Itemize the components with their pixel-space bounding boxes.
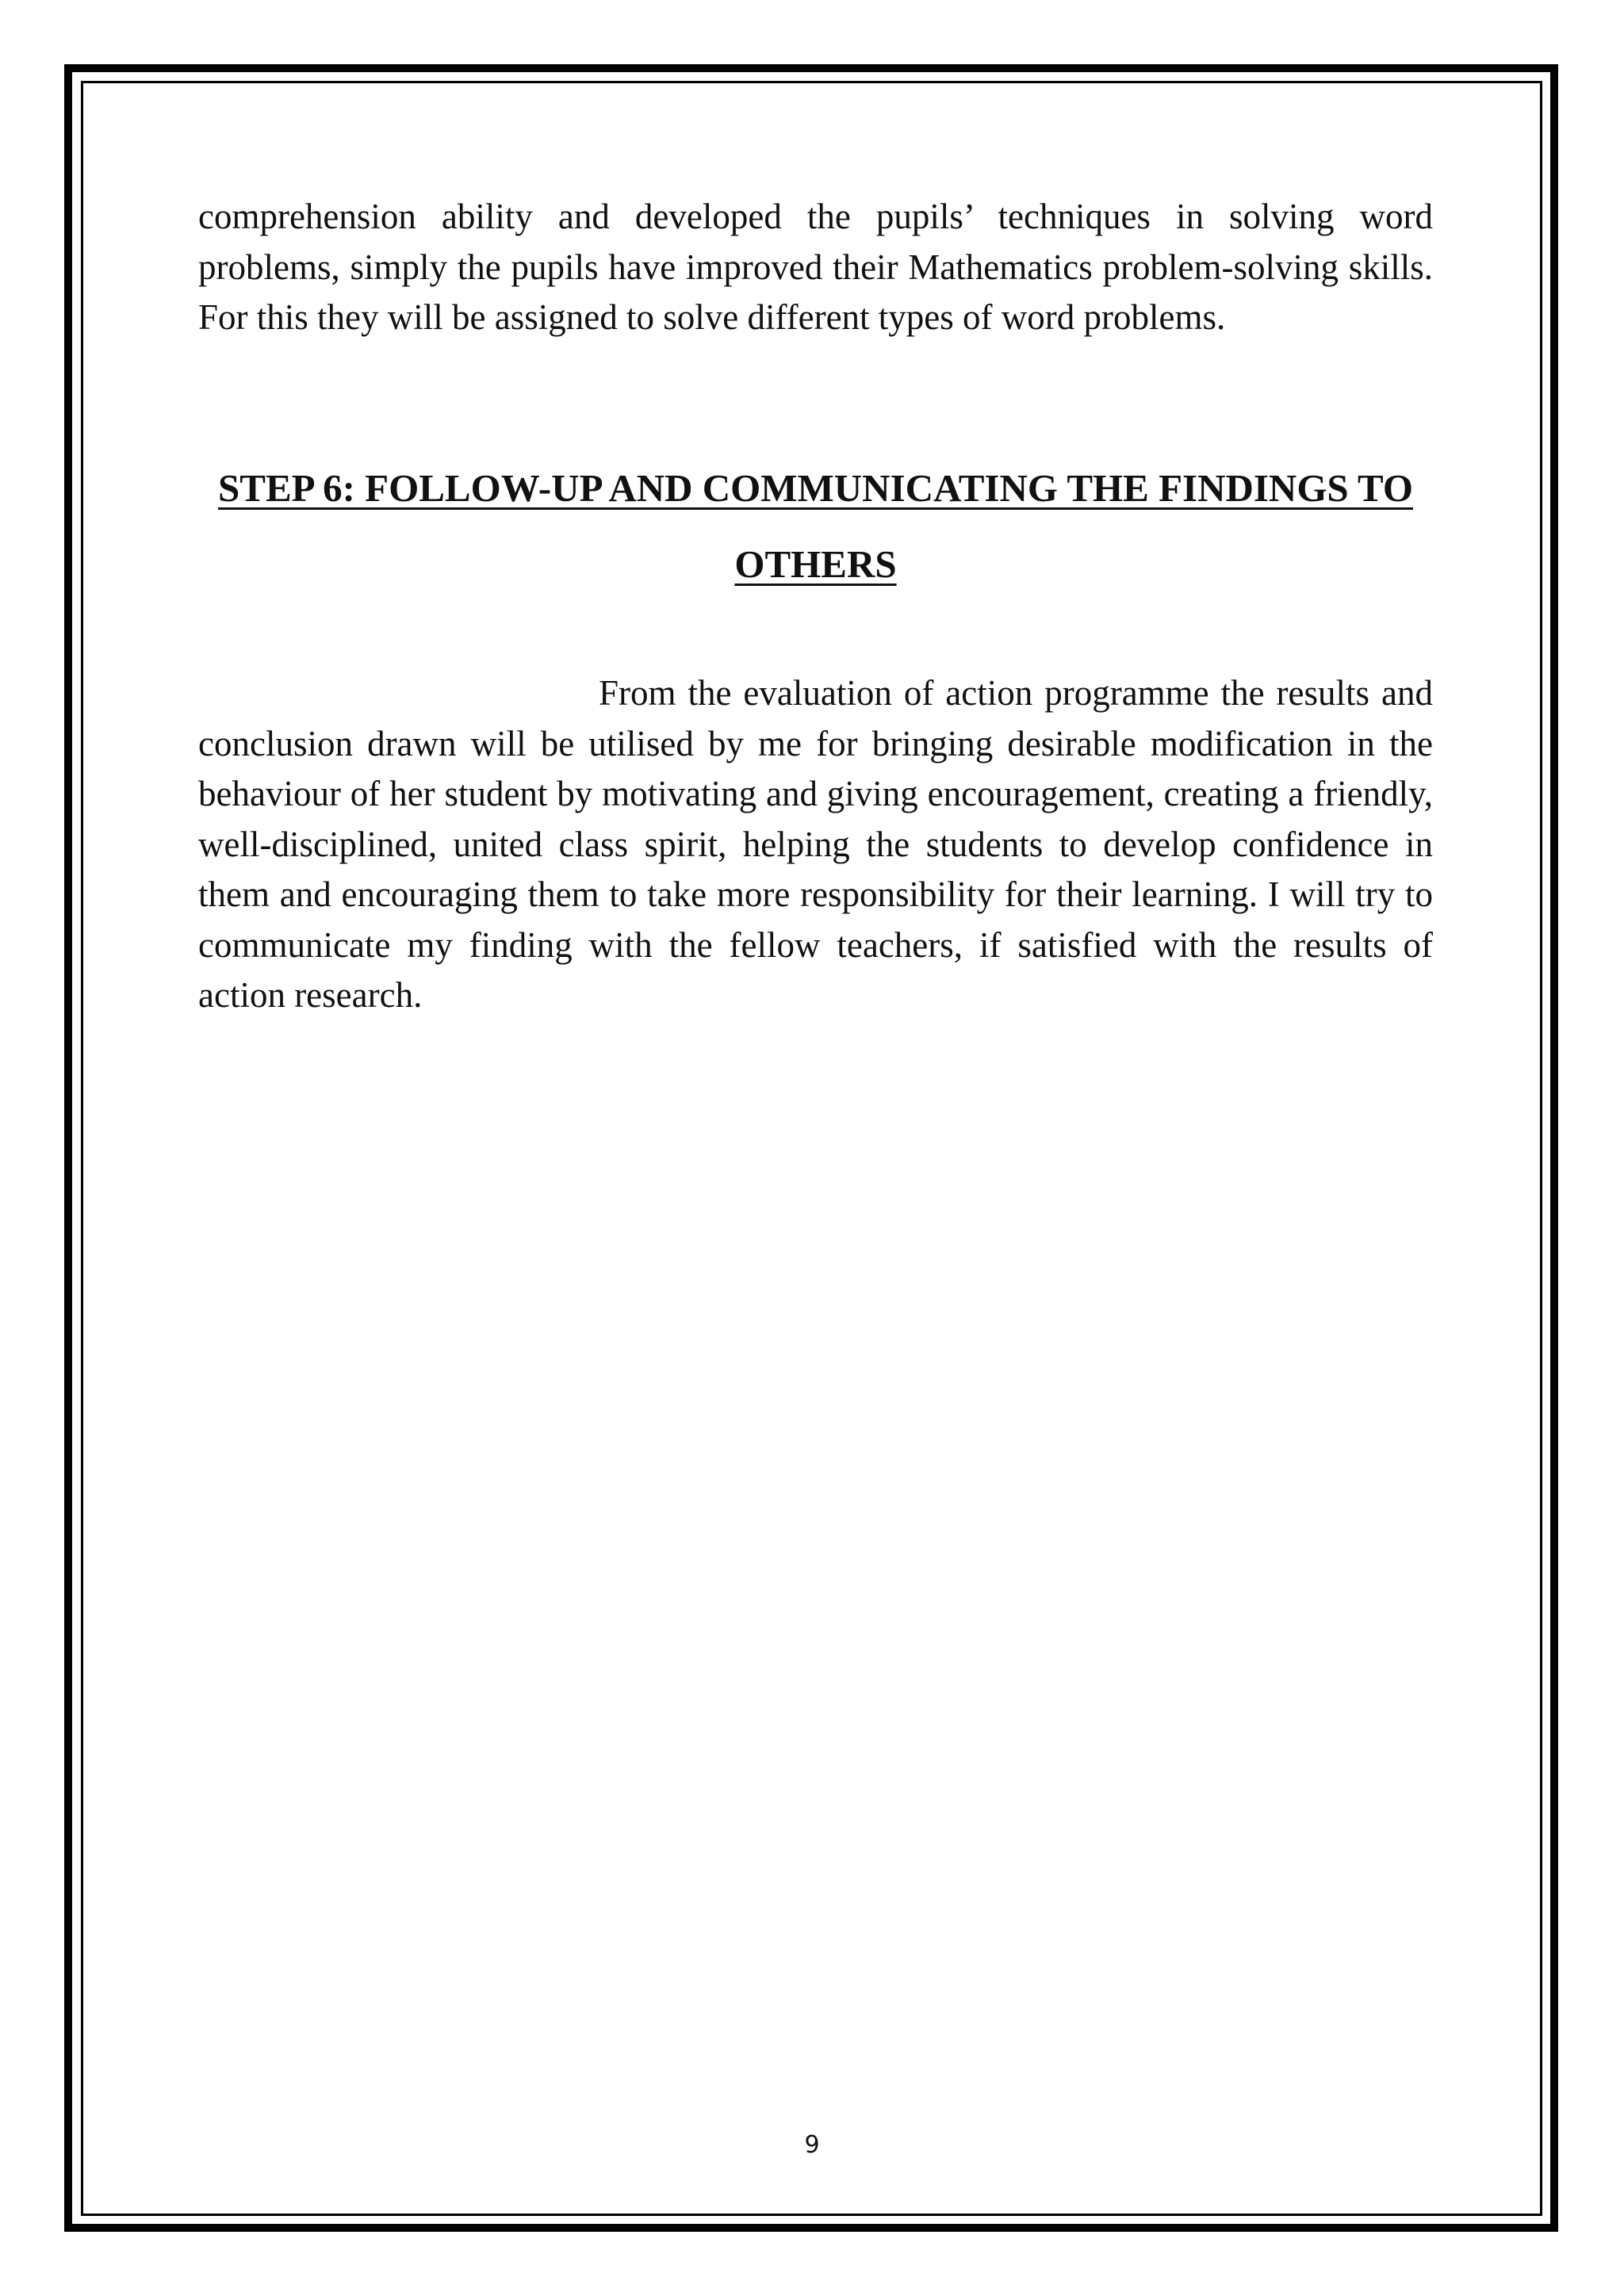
section-heading: STEP 6: FOLLOW-UP AND COMMUNICATING THE FINDINGS TO OTHERS xyxy=(218,466,1413,586)
continuation-paragraph: comprehension ability and developed the pupils’ techniques in solving word problems, simply the pupils have improved their Mathematics problem-solving skills. For this they will be assigned to solve different types of word problems. xyxy=(198,197,1433,337)
page-number: 9 xyxy=(804,2131,820,2159)
page-border-inner xyxy=(81,81,1542,2216)
findings-paragraph: From the evaluation of action programme the results and conclusion drawn will be utilised by me for bringing desirable modification in the behaviour of her student by motivating and giving encouragement, creating a friendly, well-disciplined, united class spirit, helping the students to develop confidence in them and encouraging them to take more responsibility for their learning. I will try to communicate my finding with the fellow teachers, if satisfied with the results of action research. xyxy=(198,673,1433,1015)
